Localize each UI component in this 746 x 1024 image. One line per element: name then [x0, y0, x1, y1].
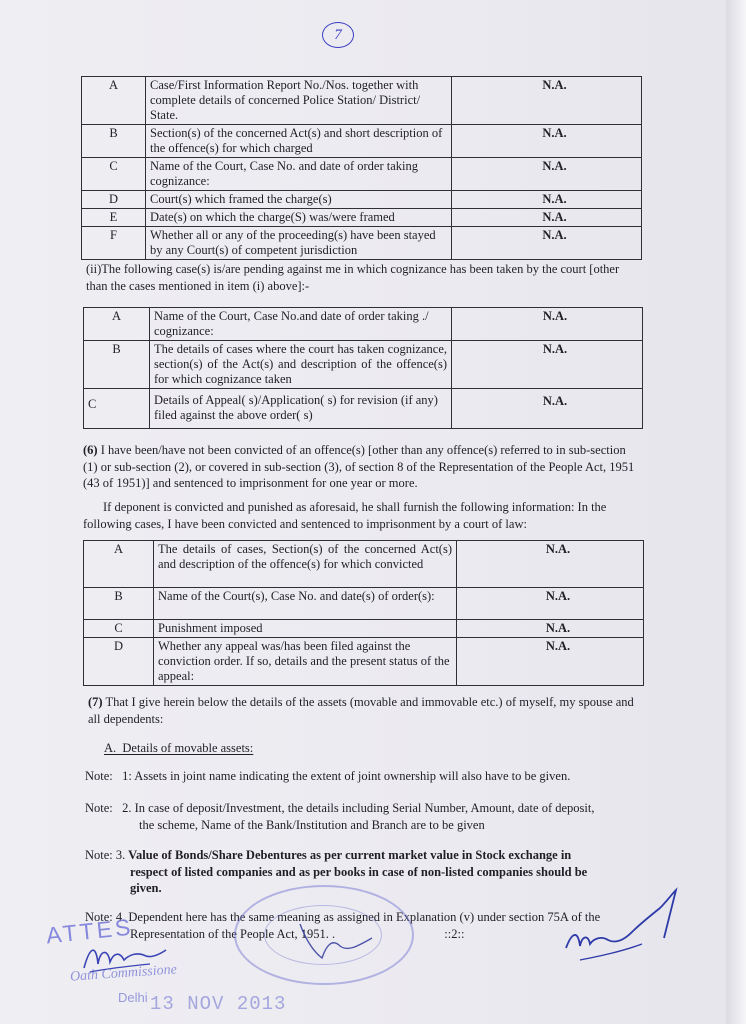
row-label: C [82, 158, 146, 191]
page-number: 7 [322, 22, 354, 48]
page-edge [726, 0, 746, 1024]
row-description: Punishment imposed [154, 620, 457, 638]
row-description: Court(s) which framed the charge(s) [146, 191, 452, 209]
cognizance-table [83, 307, 643, 429]
row-description: Name of the Court(s), Case No. and date(s) of order(s): [154, 588, 457, 620]
row-value: N.A. [452, 389, 643, 429]
note-text: Note: 4. Dependent here has the same meaning as assigned in Explanation (v) under section 75A of the [85, 910, 601, 924]
table-row [82, 227, 642, 260]
note-bold-text: respect of listed companies and as per books in case of non-listed companies should be [130, 864, 588, 879]
attested-stamp: ATTES [44, 913, 135, 949]
row-value: N.A. [452, 191, 642, 209]
row-value: N.A. [457, 541, 644, 588]
stamp-city: Delhi [118, 990, 148, 1005]
row-label: D [84, 638, 154, 686]
row-value: N.A. [452, 227, 642, 260]
row-description: Whether any appeal was/has been filed against the conviction order. If so, details and the present status of the appeal: [154, 638, 457, 686]
movable-assets-heading: A. Details of movable assets: [104, 741, 254, 755]
table-row [84, 638, 644, 686]
conviction-table [83, 540, 644, 686]
row-label: B [84, 588, 154, 620]
date-stamp: 13 NOV 2013 [150, 993, 287, 1015]
table-row [84, 389, 643, 429]
row-description: Case/First Information Report No./Nos. together with complete details of concerned Police Station/ District/ State. [146, 77, 452, 125]
paragraph-text: That I give herein below the details of the assets (movable and immovable etc.) of myself, my spouse and all dependents: [88, 695, 634, 726]
table-row [82, 125, 642, 158]
table-row [84, 620, 644, 638]
row-description: Name of the Court, Case No. and date of order taking cognizance: [146, 158, 452, 191]
row-description: Whether all or any of the proceeding(s) have been stayed by any Court(s) of competent jurisdiction [146, 227, 452, 260]
table-row [82, 209, 642, 227]
note-continuation: Representation of the People Act, 1951. . [130, 926, 336, 941]
oath-commissioner-stamp: Oath Commissione [69, 962, 178, 985]
seal-signature [296, 916, 376, 966]
row-label: C [84, 620, 154, 638]
commissioner-signature [80, 938, 170, 978]
section-heading [104, 740, 253, 757]
table-row [82, 191, 642, 209]
charges-table [81, 76, 642, 260]
row-description: Date(s) on which the charge(S) was/were framed [146, 209, 452, 227]
row-description: The details of cases where the court has taken cognizance, section(s) of the Act(s) and description of the offence(s) for which cognizance taken [150, 341, 452, 389]
assets-paragraph [88, 694, 640, 727]
row-value: N.A. [452, 209, 642, 227]
row-description: Name of the Court, Case No.and date of order taking ./ cognizance: [150, 308, 452, 341]
table-row [82, 77, 642, 125]
paragraph-text: I have been/have not been convicted of an offence(s) [other than any offence(s) referred to in sub-section (1) or sub-section (2), or covered in sub-section (3), of section 8 of the Representation of the People Act, 1951 (43 of 1951)] and sentenced to imprisonment for one year or more. [83, 443, 635, 490]
row-value: N.A. [452, 308, 643, 341]
note-2 [85, 800, 645, 833]
pending-cases-paragraph: (ii)The following case(s) is/are pending against me in which cognizance has been taken by the court [other than the cases mentioned in item (i) above]:- [86, 262, 620, 293]
table-row [84, 341, 643, 389]
row-label: B [82, 125, 146, 158]
conviction-paragraph [83, 442, 643, 492]
deponent-paragraph [83, 499, 643, 532]
row-value: N.A. [452, 158, 642, 191]
row-label: A [84, 308, 150, 341]
note-1: Note: 1: Assets in joint name indicating the extent of joint ownership will also have to be given. [85, 769, 571, 783]
paragraph-number: (7) [88, 695, 103, 709]
row-label: E [82, 209, 146, 227]
table-row [84, 541, 644, 588]
row-value: N.A. [457, 588, 644, 620]
note-continuation: the scheme, Name of the Bank/Institution and Branch are to be given [139, 817, 485, 832]
row-value: N.A. [457, 638, 644, 686]
row-label: A [84, 541, 154, 588]
paragraph-text: If deponent is convicted and punished as aforesaid, he shall furnish the following information: In the following cases, I have been convicted and sentenced to imprisonment by a court of law: [83, 500, 607, 531]
row-label: A [82, 77, 146, 125]
paragraph-number: (6) [83, 443, 98, 457]
row-description: The details of cases, Section(s) of the concerned Act(s) and description of the offence(s) for which convicted [154, 541, 457, 588]
row-label: D [82, 191, 146, 209]
deponent-signature [560, 886, 690, 972]
row-description: Section(s) of the concerned Act(s) and short description of the offence(s) for which charged [146, 125, 452, 158]
table-row [84, 308, 643, 341]
row-label: C [84, 389, 150, 429]
note-bold-text: Value of Bonds/Share Debentures as per current market value in Stock exchange in [125, 848, 572, 862]
row-value: N.A. [452, 77, 642, 125]
note-bold-text: given. [130, 881, 162, 895]
row-value: N.A. [457, 620, 644, 638]
row-label: F [82, 227, 146, 260]
row-description: Details of Appeal( s)/Application( s) for revision (if any) filed against the above order( s) [150, 389, 452, 429]
page-marker: ::2:: [444, 926, 465, 941]
table-row [82, 158, 642, 191]
row-value: N.A. [452, 341, 643, 389]
row-label: B [84, 341, 150, 389]
row-value: N.A. [452, 125, 642, 158]
note-label: Note: 3. [85, 848, 126, 862]
table-row [84, 588, 644, 620]
note-text: Note: 2. In case of deposit/Investment, the details including Serial Number, Amount, date of deposit, [85, 801, 595, 815]
